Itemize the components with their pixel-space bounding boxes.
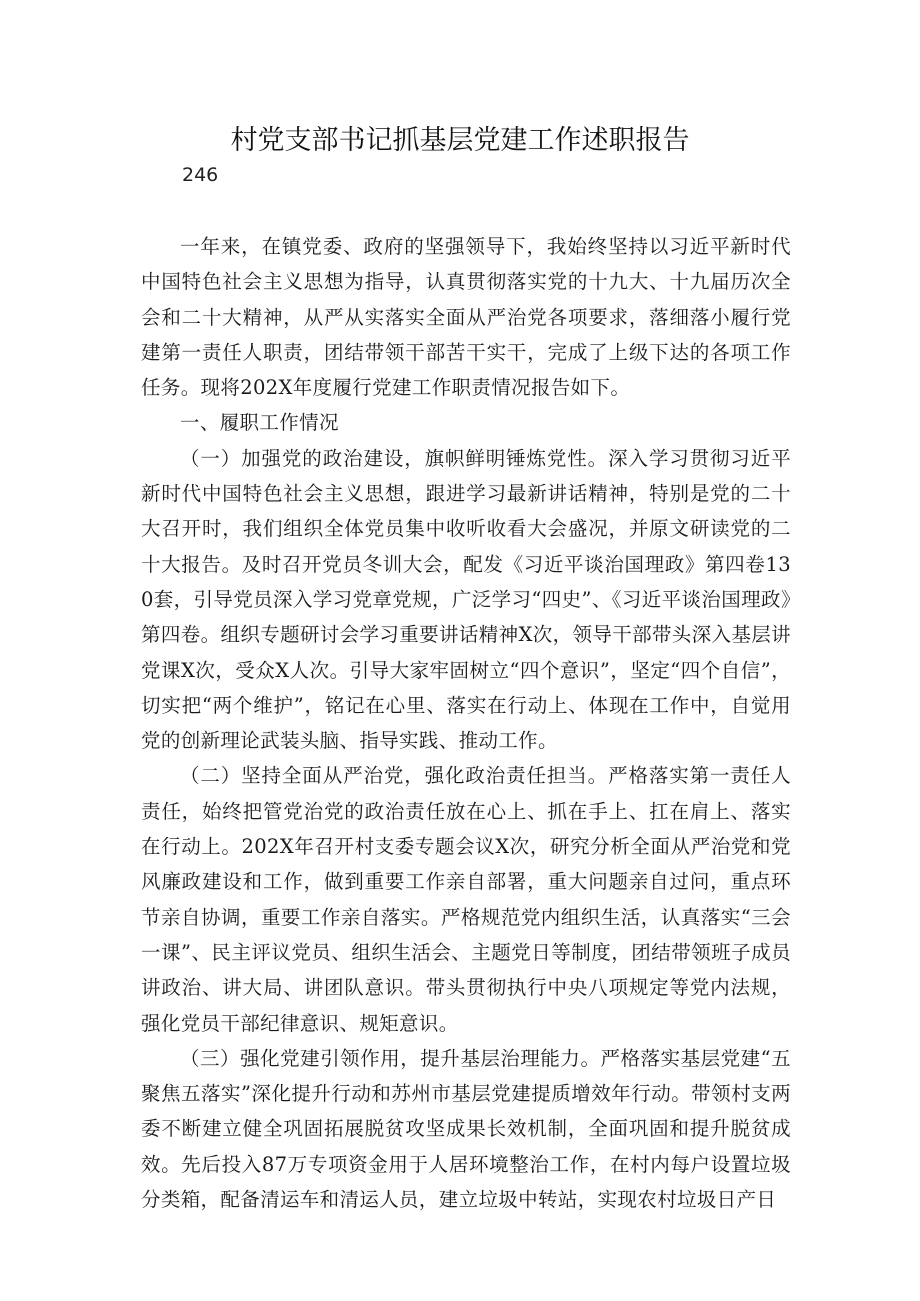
document-number: 246 [182,164,219,186]
subsection-paragraph-1: （一）加强党的政治建设，旗帜鲜明锤炼党性。深入学习贯彻习近平新时代中国特色社会主义思想，跟进学习最新讲话精神，特别是党的二十大召开时，我们组织全体党员集中收听收看大会盛况，并原文研读党的二十大报告。及时召开党员冬训大会，配发《习近平谈治国理政》第四卷130套，引导党员深入学习党章党规，广泛学习“四史”、《习近平谈治国理政》第四卷。组织专题研讨会学习重要讲话精神X次，领导干部带头深入基层讲党课X次，受众X人次。引导大家牢固树立“四个意识”，坚定“四个自信”，切实把“两个维护”，铭记在心里、落实在行动上、体现在工作中，自觉用党的创新理论武装头脑、指导实践、推动工作。 [141,446,791,753]
subsection-paragraph-2: （二）坚持全面从严治党，强化政治责任担当。严格落实第一责任人责任，始终把管党治党的政治责任放在心上、抓在手上、扛在肩上、落实在行动上。202X年召开村支委专题会议X次，研究分析全面从严治党和党风廉政建设和工作，做到重要工作亲自部署，重大问题亲自过问，重点环节亲自协调，重要工作亲自落实。严格规范党内组织生活，认真落实“三会一课”、民主评议党员、组织生活会、主题党日等制度，团结带领班子成员讲政治、讲大局、讲团队意识。带头贯彻执行中央八项规定等党内法规，强化党员干部纪律意识、规矩意识。 [141,764,791,1035]
document-body [141,229,791,1217]
intro-paragraph: 一年来，在镇党委、政府的坚强领导下，我始终坚持以习近平新时代中国特色社会主义思想为指导，认真贯彻落实党的十九大、十九届历次全会和二十大精神，从严从实落实全面从严治党各项要求，落细落小履行党建第一责任人职责，团结带领干部苦干实干，完成了上级下达的各项工作任务。现将202X年度履行党建工作职责情况报告如下。 [141,235,791,400]
document-title: 村党支部书记抓基层党建工作述职报告 [230,125,690,156]
section-heading: 一、履职工作情况 [180,411,339,435]
subsection-paragraph-3: （三）强化党建引领作用，提升基层治理能力。严格落实基层党建“五聚焦五落实”深化提升行动和苏州市基层党建提质增效年行动。带领村支两委不断建立健全巩固拓展脱贫攻坚成果长效机制，全面巩固和提升脱贫成效。先后投入87万专项资金用于人居环境整治工作，在村内每户设置垃圾分类箱，配备清运车和清运人员，建立垃圾中转站，实现农村垃圾日产日 [141,1046,791,1212]
